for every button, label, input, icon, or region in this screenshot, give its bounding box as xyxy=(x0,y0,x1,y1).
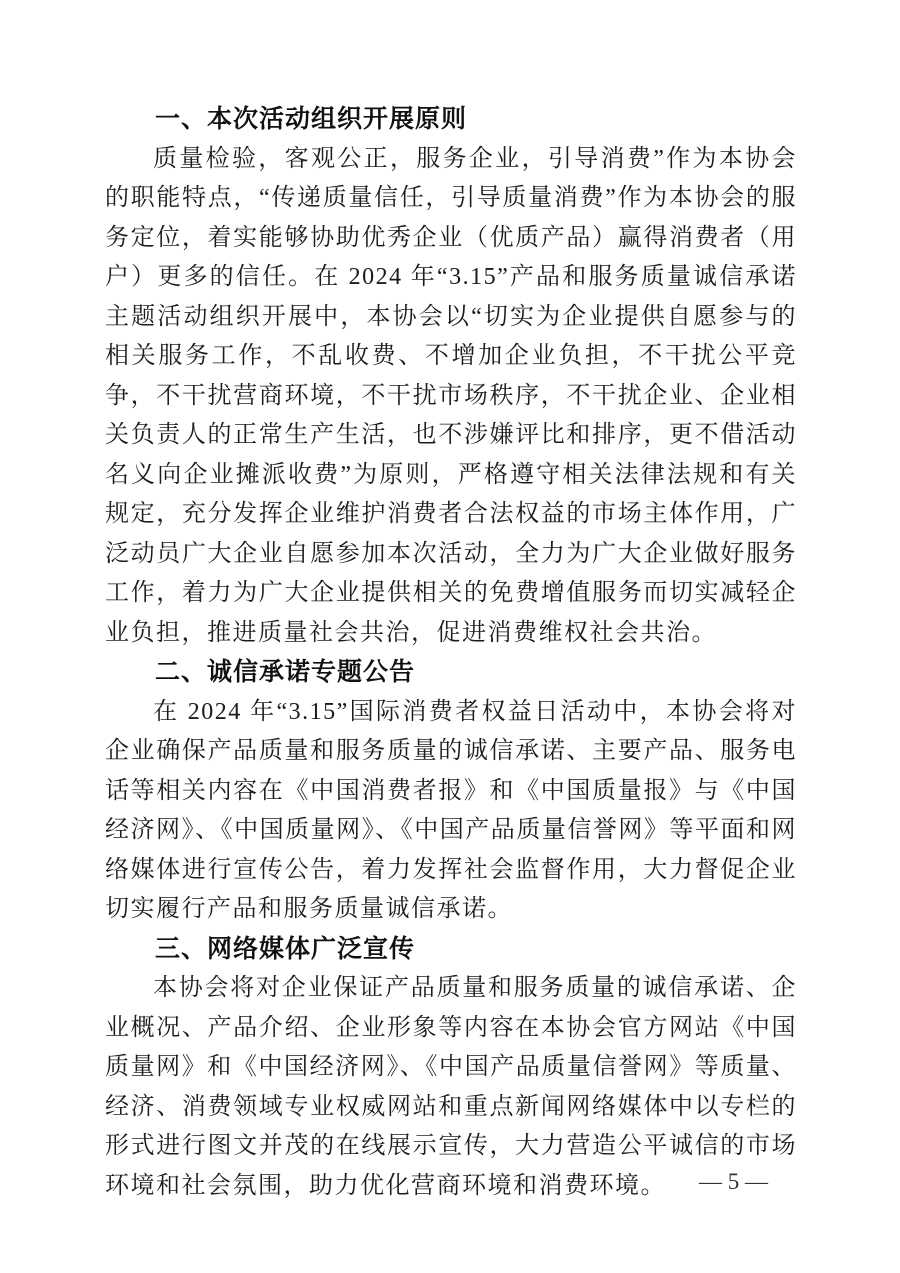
section-3-heading: 三、网络媒体广泛宣传 xyxy=(155,934,416,963)
page-number: — 5 — xyxy=(699,1169,768,1194)
section-3-paragraph: 本协会将对企业保证产品质量和服务质量的诚信承诺、企业概况、产品介绍、企业形象等内容在本协会官方网站《中国质量网》和《中国经济网》、《中国产品质量信誉网》等质量、经济、消费领域专业权威网站和重点新闻网络媒体中以专栏的形式进行图文并茂的在线展示宣传，大力营造公平诚信的市场环境和社会氛围，助力优化营商环境和消费环境。 xyxy=(105,975,797,1199)
section-1-paragraph: 质量检验，客观公正，服务企业，引导消费”作为本协会的职能特点，“传递质量信任，引导质量消费”作为本协会的服务定位，着实能够协助优秀企业（优质产品）赢得消费者（用户）更多的信任。在 2024 年“3.15”产品和服务质量诚信承诺主题活动组织开展中，本协会以“切实为企业提供自愿参与的相关服务工作，不乱收费、不增加企业负担，不干扰公平竞争，不干扰营商环境，不干扰市场秩序，不干扰企业、企业相关负责人的正常生产生活，也不涉嫌评比和排序，更不借活动名义向企业摊派收费”为原则，严格遵守相关法律法规和有关规定，充分发挥企业维护消费者合法权益的市场主体作用，广泛动员广大企业自愿参加本次活动，全力为广大企业做好服务工作，着力为广大企业提供相关的免费增值服务而切实减轻企业负担，推进质量社会共治，促进消费维权社会共治。 xyxy=(105,145,797,646)
section-2-heading: 二、诚信承诺专题公告 xyxy=(155,658,416,686)
document-body xyxy=(105,100,797,1206)
page-footer xyxy=(699,1168,768,1196)
section-1-heading: 一、本次活动组织开展原则 xyxy=(155,105,468,133)
section-2-paragraph: 在 2024 年“3.15”国际消费者权益日活动中，本协会将对企业确保产品质量和服务质量的诚信承诺、主要产品、服务电话等相关内容在《中国消费者报》和《中国质量报》与《中国经济网》、《中国质量网》、《中国产品质量信誉网》等平面和网络媒体进行宣传公告，着力发挥社会监督作用，大力督促企业切实履行产品和服务质量诚信承诺。 xyxy=(105,698,797,922)
